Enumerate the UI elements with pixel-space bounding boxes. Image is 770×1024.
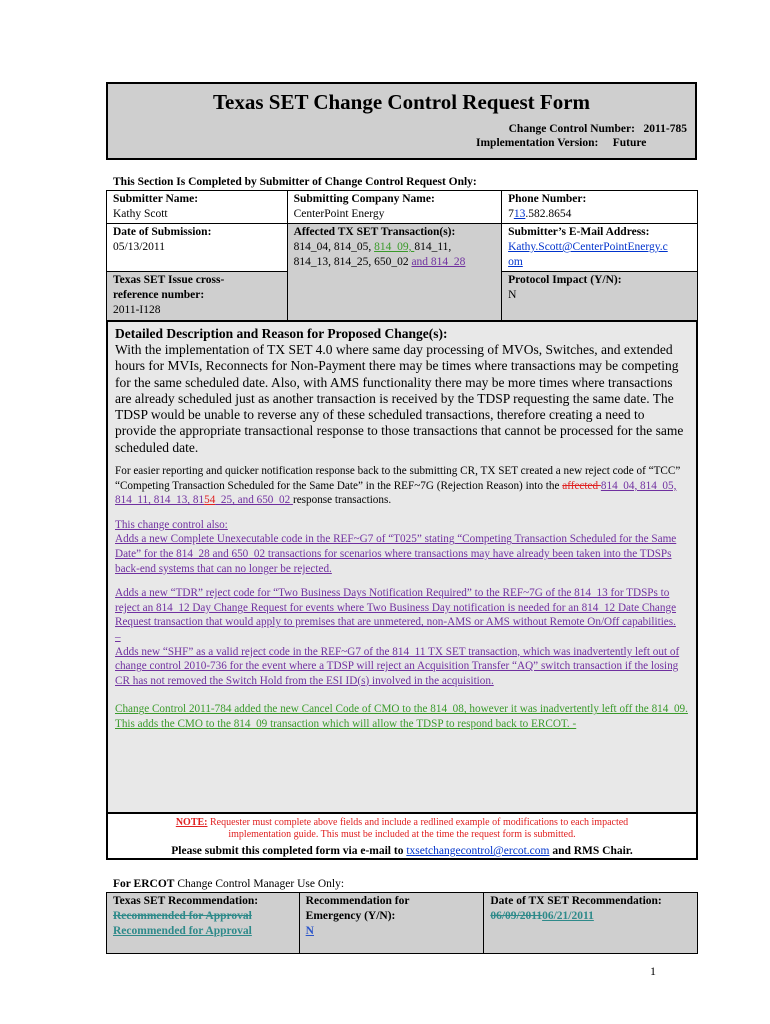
tx-added: and 814_28: [411, 256, 466, 268]
submitter-name-label: Submitter Name:: [113, 193, 199, 205]
submitter-name-value: Kathy Scott: [113, 208, 168, 220]
company-value: CenterPoint Energy: [293, 208, 385, 220]
description-paragraph: With the implementation of TX SET 4.0 where same day processing of MVOs, Switches, and extended hours for MVIs, Reconnects for Non-Payment there may be times where transactions may be competing for the same scheduled date. Also, with AMS functionality there may be more times where transactions are already scheduled just as another transaction is received by the TDSP requesting the same date. The TDSP would be unable to reverse any of these scheduled transactions, therefore creating a need to provide the appropriate transactional response to those transactions that cannot be processed for the same scheduled date.: [115, 342, 684, 455]
recommendation-new: Recommended for Approval: [113, 925, 252, 937]
phone-part: .582.8654: [525, 208, 572, 220]
phone-part: 7: [508, 208, 514, 220]
date-label: Date of Submission:: [113, 226, 212, 238]
issue-label-1: Texas SET Issue cross-: [113, 274, 225, 286]
company-cell: [287, 191, 502, 224]
tx-text: 814_04, 814_05,: [293, 241, 375, 253]
note-box: [106, 814, 698, 860]
inserted-text: 814_04, 814_05, 814_11, 814_13, 81: [115, 479, 677, 507]
email-link-1[interactable]: Kathy.Scott@CenterPointEnergy.c: [508, 241, 668, 253]
transactions-value: [294, 240, 496, 270]
emergency-label-2: Emergency (Y/N):: [305, 910, 396, 922]
ercot-table: [106, 892, 698, 954]
recommendation-date-cell: [484, 893, 698, 954]
impl-value: Future: [612, 137, 647, 149]
tx-text: 814_13, 814_25, 650_02: [293, 256, 412, 268]
shf-paragraph: Adds new “SHF” as a valid reject code in the REF~G7 of the 814_11 TX SET transaction, which was inadvertently left out of change control 2010-736 for the event where a TDSP will reject an Acquisition Transfer “AQ” switch transaction if the losing CR has not removed the Switch Hold from the ESI ID(s) involved in the acquisition.: [115, 645, 680, 687]
submit-email-link[interactable]: txsetchangecontrol@ercot.com: [406, 845, 550, 857]
emergency-label-1: Recommendation for: [305, 895, 410, 907]
note-text: [108, 817, 696, 841]
change-also-paragraph: [115, 518, 689, 576]
change-number-label: Change Control Number:: [508, 123, 635, 135]
transactions-label: Affected TX SET Transaction(s):: [293, 226, 456, 238]
recommendation-date-value: [490, 909, 691, 924]
submitter-name-cell: [107, 191, 288, 224]
submitter-table: [106, 190, 698, 322]
email-link-2[interactable]: om: [508, 256, 523, 268]
date-new: 06/21/2011: [542, 910, 594, 922]
protocol-cell: [502, 272, 698, 322]
form-header: [106, 82, 697, 160]
submit-text: Please submit this completed form via e-mail to: [171, 845, 407, 857]
protocol-value: N: [508, 289, 517, 301]
date-value: 05/13/2011: [113, 241, 165, 253]
date-cell: [107, 224, 288, 272]
issue-cell: [107, 272, 288, 322]
cmo-paragraph: Change Control 2011-784 added the new Cancel Code of CMO to the 814_08, however it was inadvertently left off the 814_09. This adds the CMO to the 814_09 transaction which will allow the TDSP to respond back to ERCOT. -: [115, 703, 688, 730]
deleted-text: affected: [562, 479, 601, 492]
ercot-intro-rest: Change Control Manager Use Only:: [174, 878, 345, 890]
text-run: For easier reporting and quicker notification response back to the submitting CR, TX SET created a new reject code of “TCC” “Competing Transaction Scheduled for the Same Date” in the REF~7G (Rejection Reason) into the: [115, 465, 681, 492]
date-old: 06/09/2011: [490, 910, 543, 922]
recommendation-label: Texas SET Recommendation:: [113, 895, 259, 907]
submit-instructions: [108, 845, 696, 857]
recommendation-old: Recommended for Approval: [113, 910, 252, 922]
transactions-cell: [287, 224, 502, 322]
page-title: Texas SET Change Control Request Form: [212, 90, 591, 114]
page-number: 1: [650, 964, 656, 978]
phone-cell: [502, 191, 698, 224]
ercot-intro-bold: For ERCOT: [113, 878, 175, 890]
ercot-intro: [113, 878, 344, 890]
inserted-text: _25, and 650_02: [215, 494, 293, 507]
recommendation-cell: [107, 893, 300, 954]
note-text-1: Requester must complete above fields and include a redlined example of modifications to each impacted: [207, 817, 629, 828]
email-label: Submitter’s E-Mail Address:: [508, 226, 650, 238]
impl-label: Implementation Version:: [476, 137, 599, 149]
inserted-text-red: 54: [204, 494, 216, 507]
company-label: Submitting Company Name:: [293, 193, 435, 205]
phone-part-edited: 13: [513, 208, 526, 220]
tdr-paragraph: Adds a new “TDR” reject code for “Two Business Days Notification Required” to the REF~7G of the 814_13 for TDSPs to reject an 814_12 Day Change Request for events where Two Business Day notification is needed for an 814_12 Date Change Request transaction that would apply to premises that are unmetered, non-AMS or AMS without Remote On/Off capabilities.: [115, 587, 677, 629]
emergency-cell: [299, 893, 484, 954]
change-number-value: 2011-785: [643, 123, 687, 135]
emergency-value: N: [305, 925, 314, 937]
phone-value: [508, 207, 691, 222]
protocol-label: Protocol Impact (Y/N):: [508, 274, 622, 286]
description-reject-paragraph: [115, 464, 689, 508]
phone-label: Phone Number:: [508, 193, 587, 205]
tx-text: 814_11,: [414, 241, 452, 253]
tx-added: 814_09,: [374, 241, 415, 253]
section-intro: This Section Is Completed by Submitter of Change Control Request Only:: [113, 176, 477, 188]
email-cell: [502, 224, 698, 272]
note-text-2: implementation guide. This must be included at the time the request form is submitted.: [228, 829, 576, 840]
note-label: NOTE:: [175, 817, 208, 828]
dash-line: –: [115, 631, 121, 644]
issue-label-2: reference number:: [113, 289, 205, 301]
submit-text: and RMS Chair.: [549, 845, 633, 857]
issue-value: 2011-I128: [113, 304, 161, 316]
change-also-intro: This change control also:: [115, 518, 228, 531]
change-number: [509, 123, 687, 135]
description-heading: Detailed Description and Reason for Proposed Change(s):: [115, 326, 448, 341]
description-box: [106, 320, 698, 814]
implementation-version: [476, 137, 646, 149]
text-run: response transactions.: [292, 494, 392, 507]
change-also-body: Adds a new Complete Unexecutable code in the REF~G7 of “T025” stating “Competing Transaction Scheduled for the Same Date” for the 814_28 and 650_02 transactions for scenarios where transactions may have already been taken into the TDSPs back-end systems that can no longer be rejected.: [115, 533, 677, 575]
recommendation-date-label: Date of TX SET Recommendation:: [490, 895, 662, 907]
